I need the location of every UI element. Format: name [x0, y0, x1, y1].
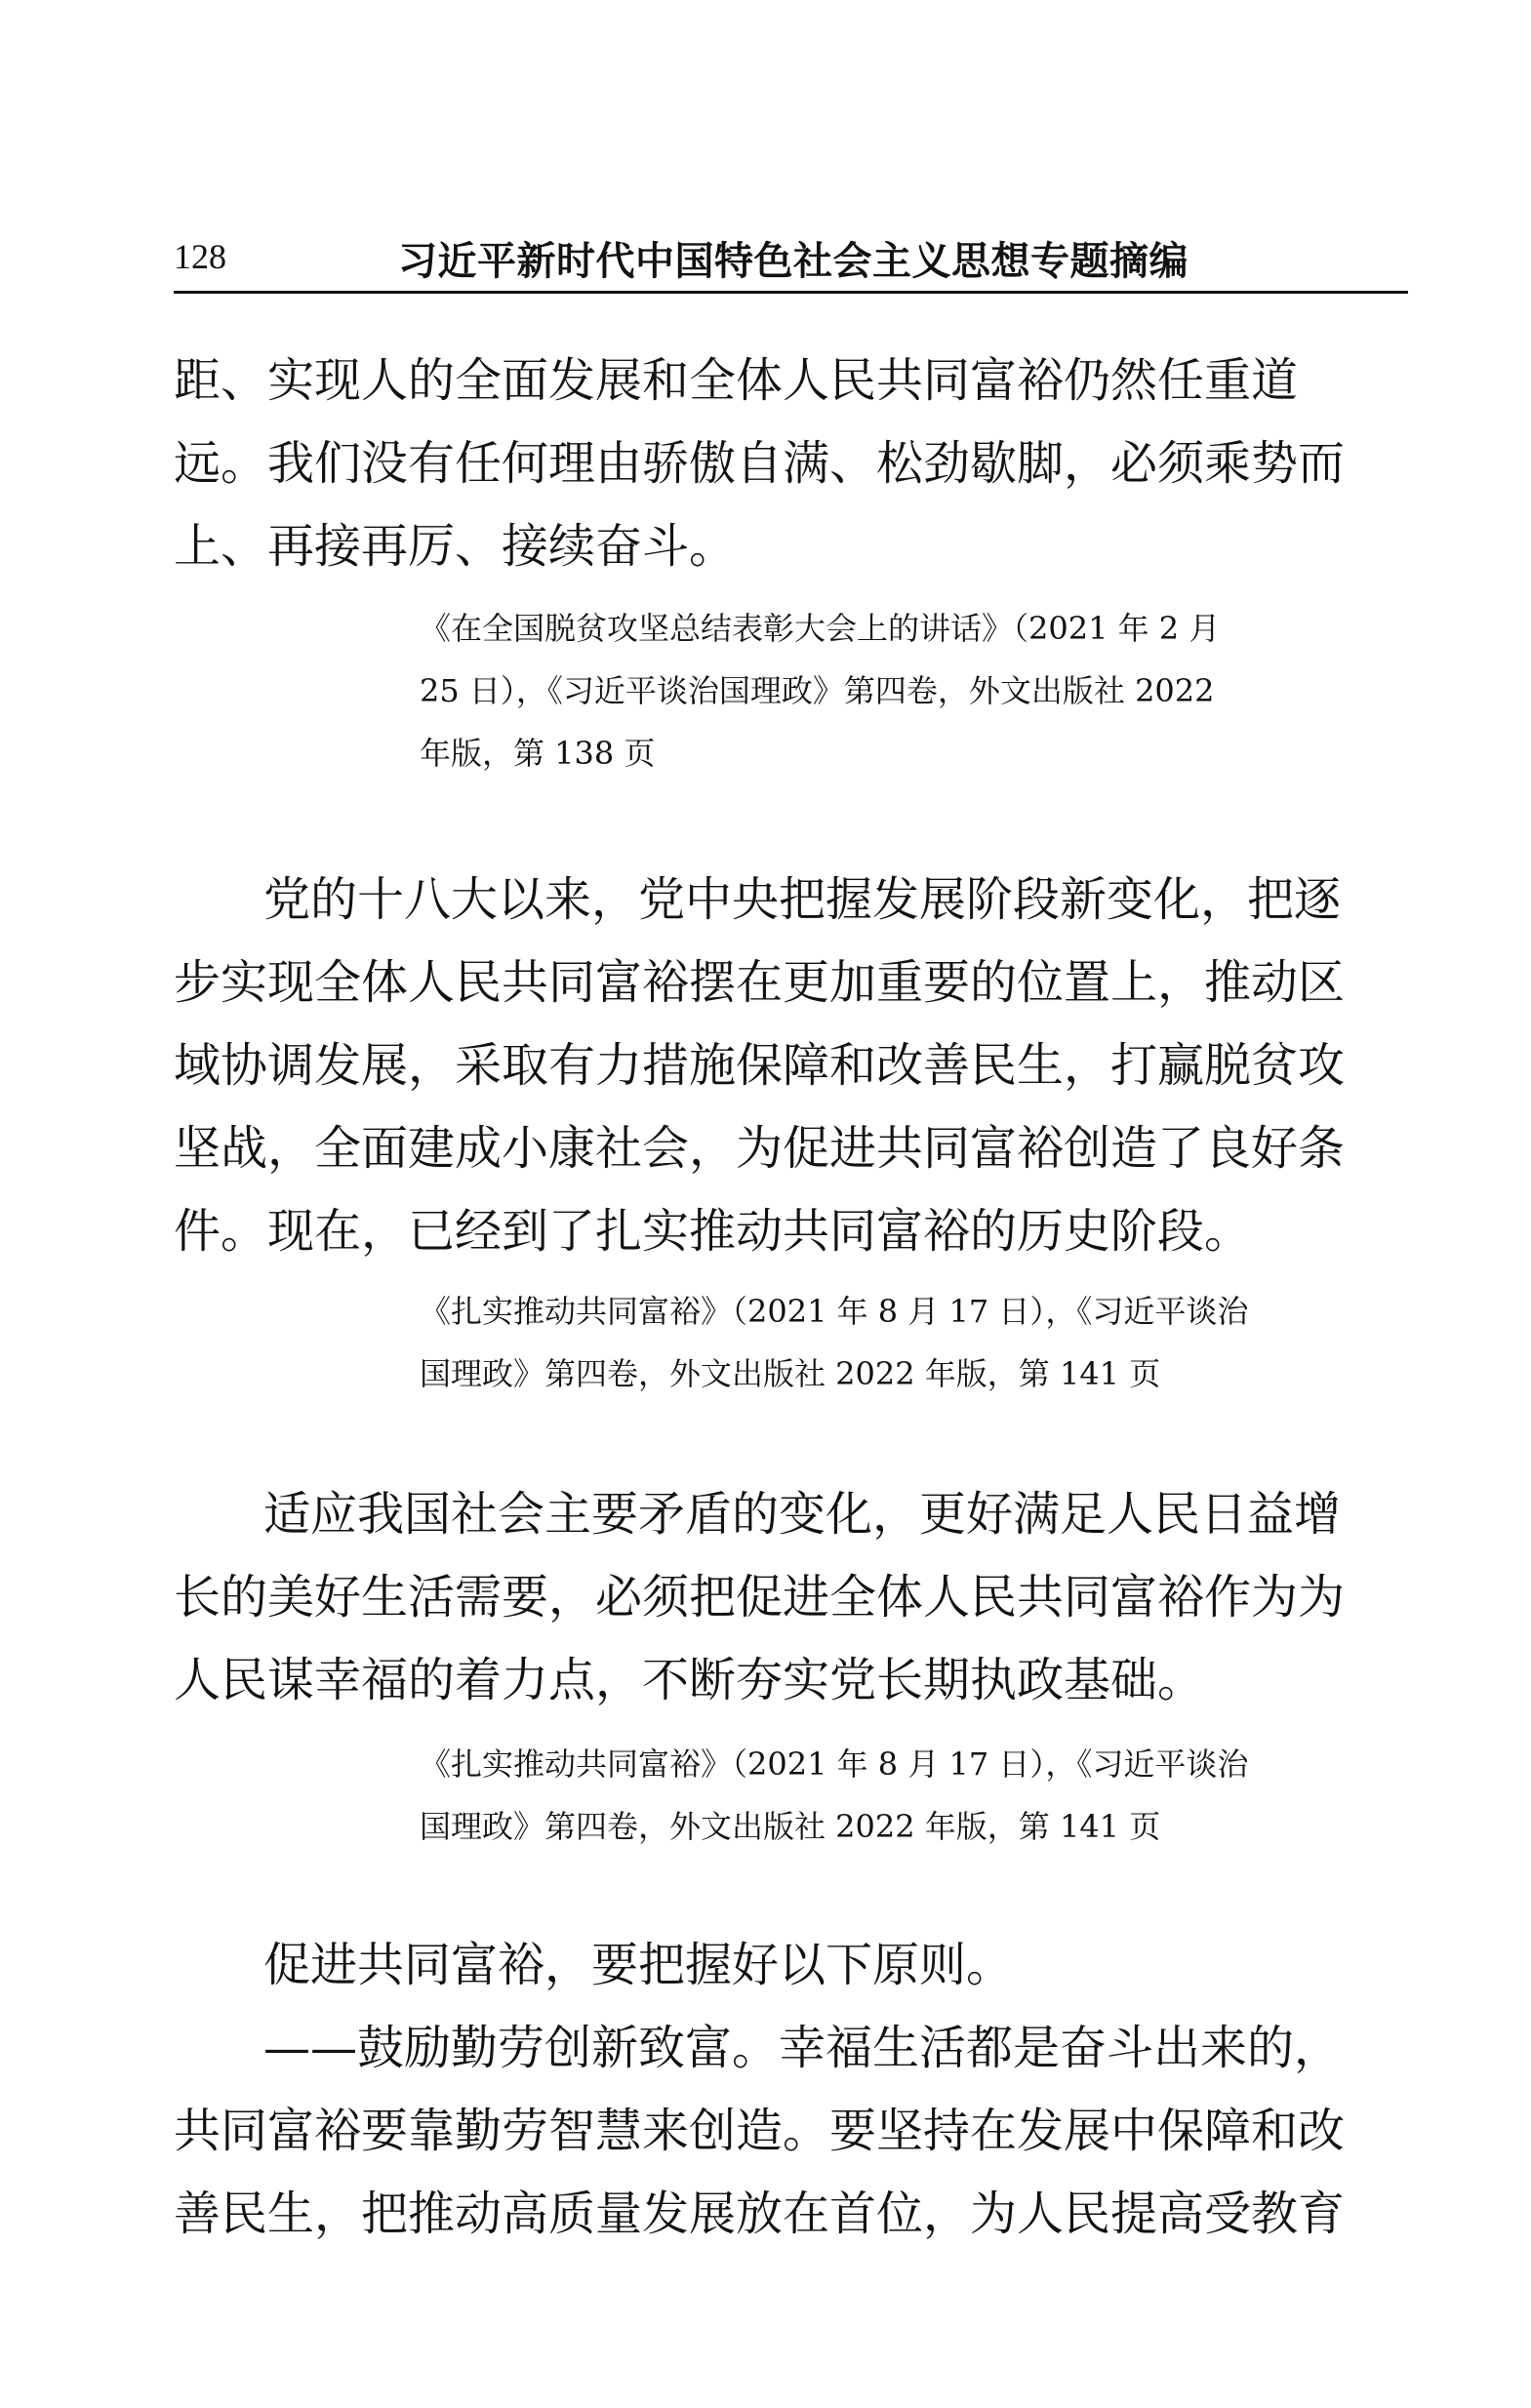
- body-line: 善民生，把推动高质量发展放在首位，为人民提高受教育: [174, 2187, 1346, 2241]
- body-line: 上、再接再厉、接续奋斗。: [174, 519, 737, 574]
- citation-line: 国理政》第四卷，外文出版社 2022 年版，第 141 页: [420, 1355, 1161, 1392]
- body-line: 适应我国社会主要矛盾的变化，更好满足人民日益增: [263, 1487, 1342, 1542]
- running-header: [174, 221, 1408, 294]
- citation-line: 《扎实推动共同富裕》（2021 年 8 月 17 日），《习近平谈治: [420, 1293, 1249, 1330]
- citation-line: 年版，第 138 页: [420, 735, 656, 772]
- body-line: 人民谋幸福的着力点，不断夯实党长期执政基础。: [174, 1653, 1205, 1707]
- body-line: 步实现全体人民共同富裕摆在更加重要的位置上，推动区: [174, 955, 1346, 1010]
- body-line: 长的美好生活需要，必须把促进全体人民共同富裕作为为: [174, 1570, 1346, 1625]
- body-line: 共同富裕要靠勤劳智慧来创造。要坚持在发展中保障和改: [174, 2104, 1346, 2158]
- body-line: 距、实现人的全面发展和全体人民共同富裕仍然任重道: [174, 353, 1299, 408]
- body-line: 远。我们没有任何理由骄傲自满、松劲歇脚，必须乘势而: [174, 436, 1346, 491]
- citation-line: 《扎实推动共同富裕》（2021 年 8 月 17 日），《习近平谈治: [420, 1746, 1249, 1783]
- page-number: 128: [174, 237, 226, 276]
- citation-line: 国理政》第四卷，外文出版社 2022 年版，第 141 页: [420, 1808, 1161, 1845]
- body-line: 坚战，全面建成小康社会，为促进共同富裕创造了良好条: [174, 1121, 1346, 1176]
- body-line: 件。现在，已经到了扎实推动共同富裕的历史阶段。: [174, 1204, 1252, 1259]
- running-title: 习近平新时代中国特色社会主义思想专题摘编: [398, 238, 1189, 284]
- citation-line: 《在全国脱贫攻坚总结表彰大会上的讲话》（2021 年 2 月: [420, 610, 1221, 647]
- citation-line: 25 日），《习近平谈治国理政》第四卷，外文出版社 2022: [420, 672, 1215, 709]
- body-line: ——鼓励勤劳创新致富。幸福生活都是奋斗出来的，: [263, 2021, 1342, 2075]
- body-line: 域协调发展，采取有力措施保障和改善民生，打赢脱贫攻: [174, 1038, 1346, 1093]
- body-line: 党的十八大以来，党中央把握发展阶段新变化，把逐: [263, 872, 1342, 927]
- body-line: 促进共同富裕，要把握好以下原则。: [263, 1938, 1014, 1992]
